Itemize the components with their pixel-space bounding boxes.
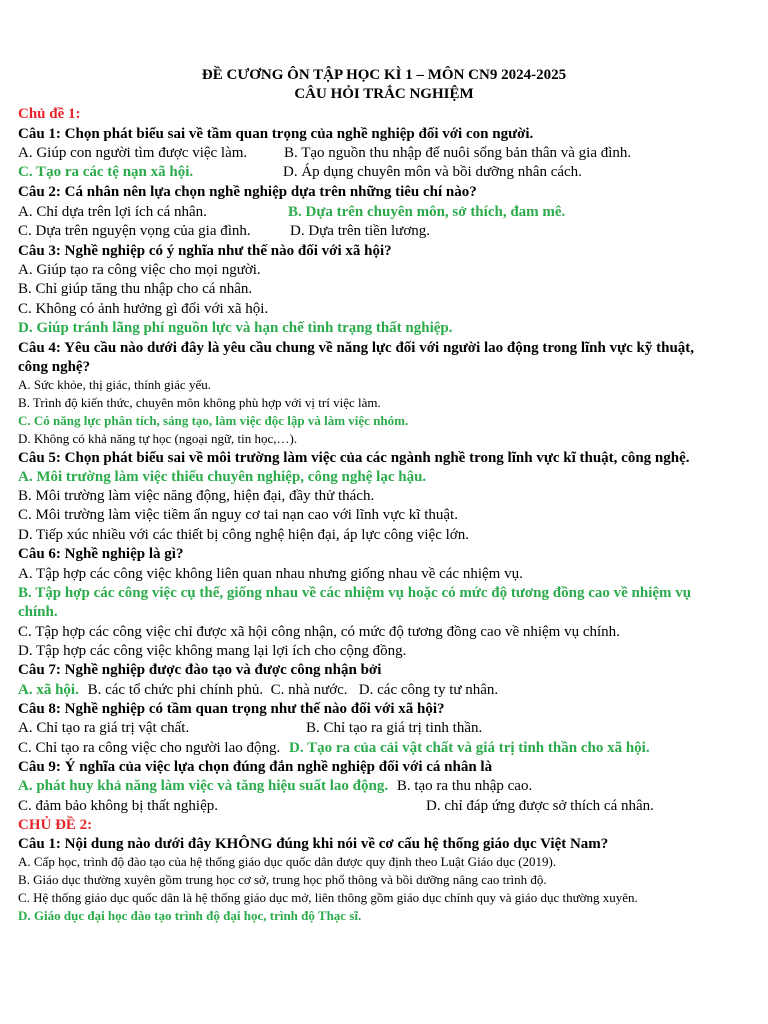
question-3: Câu 3: Nghề nghiệp có ý nghĩa như thế nào đối với xã hội? xyxy=(18,243,392,259)
option-b: B. Chỉ tạo ra giá trị tinh thần. xyxy=(306,720,483,736)
option-d-correct: D. Giáo dục đại học đào tạo trình độ đại học, trình độ Thạc sĩ. xyxy=(18,908,362,923)
answer-row xyxy=(18,777,532,795)
question-2: Câu 2: Cá nhân nên lựa chọn nghề nghiệp dựa trên những tiêu chí nào? xyxy=(18,184,477,200)
question-4: Câu 4: Yêu cầu nào dưới đây là yêu cầu chung về năng lực đối với người lao động trong lĩnh vực kỹ thuật, xyxy=(18,340,695,356)
option-a: A. Chỉ tạo ra giá trị vật chất. xyxy=(18,720,190,736)
option-b-correct: B. Dựa trên chuyên môn, sở thích, đam mê. xyxy=(288,204,566,220)
question-7: Câu 7: Nghề nghiệp được đào tạo và được công nhận bởi xyxy=(18,662,382,678)
option-d: D. Tập hợp các công việc không mang lại lợi ích cho cộng đồng. xyxy=(18,643,407,659)
option-b: B. Tạo nguồn thu nhập để nuôi sống bản thân và gia đình. xyxy=(284,145,632,161)
topic-1-heading: Chủ đề 1: xyxy=(18,106,81,122)
option-a-correct: A. xã hội. xyxy=(18,682,79,698)
question-6: Câu 6: Nghề nghiệp là gì? xyxy=(18,546,184,562)
question-8: Câu 8: Nghề nghiệp có tầm quan trọng như thế nào đối với xã hội? xyxy=(18,701,445,717)
option-c: C. Môi trường làm việc tiềm ẩn nguy cơ tai nạn cao với lĩnh vực kĩ thuật. xyxy=(18,507,458,523)
option-d: D. Dựa trên tiền lương. xyxy=(290,223,430,239)
topic-2-question-1: Câu 1: Nội dung nào dưới đây KHÔNG đúng khi nói về cơ cấu hệ thống giáo dục Việt Nam? xyxy=(18,836,609,852)
option-a: A. Cấp học, trình độ đào tạo của hệ thống giáo dục quốc dân được quy định theo Luật Giáo dục (2019). xyxy=(18,854,557,869)
option-b: B. Giáo dục thường xuyên gồm trung học cơ sở, trung học phổ thông và bồi dưỡng nâng cao trình độ. xyxy=(18,872,547,887)
answer-row xyxy=(18,739,650,757)
option-c-correct: C. Có năng lực phân tích, sáng tạo, làm việc độc lập và làm việc nhóm. xyxy=(18,413,409,428)
option-a: A. Giúp tạo ra công việc cho mọi người. xyxy=(18,262,261,278)
question-1: Câu 1: Chọn phát biểu sai về tầm quan trọng của nghề nghiệp đối với con người. xyxy=(18,126,534,142)
option-d-correct: D. Tạo ra của cải vật chất và giá trị tinh thần cho xã hội. xyxy=(289,740,650,756)
answer-row xyxy=(18,681,498,699)
option-a: A. Giúp con người tìm được việc làm. xyxy=(18,145,248,161)
option-d: D. Áp dụng chuyên môn và bồi dưỡng nhân cách. xyxy=(283,164,582,180)
option-c: C. Tập hợp các công việc chỉ được xã hội công nhận, có mức độ tương đồng cao về nhiệm vụ chính. xyxy=(18,624,620,640)
option-b: B. tạo ra thu nhập cao. xyxy=(396,778,533,794)
option-a: A. Chỉ dựa trên lợi ích cá nhân. xyxy=(18,204,207,220)
option-c: C. Hệ thống giáo dục quốc dân là hệ thống giáo dục mở, liên thông gồm giáo dục chính quy và giáo dục thường xuyên. xyxy=(18,890,638,905)
option-c: C. Dựa trên nguyện vọng của gia đình. xyxy=(18,223,251,239)
option-b: B. Trình độ kiến thức, chuyên môn không phù hợp với vị trí việc làm. xyxy=(18,395,381,410)
option-b: B. Môi trường làm việc năng động, hiện đại, đầy thử thách. xyxy=(18,488,375,504)
option-a-correct: A. phát huy khả năng làm việc và tăng hiệu suất lao động. xyxy=(18,778,389,794)
option-d: D. chỉ đáp ứng được sở thích cá nhân. xyxy=(426,798,654,814)
option-c: C. Không có ảnh hưởng gì đối với xã hội. xyxy=(18,301,269,317)
document-title: ĐỀ CƯƠNG ÔN TẬP HỌC KÌ 1 – MÔN CN9 2024-2025 xyxy=(201,67,567,83)
option-a: A. Tập hợp các công việc không liên quan nhau nhưng giống nhau về các nhiệm vụ. xyxy=(18,566,523,582)
question-5: Câu 5: Chọn phát biểu sai về môi trường làm việc của các ngành nghề trong lĩnh vực kĩ thuật, công nghệ. xyxy=(18,450,690,466)
option-b-correct: B. Tập hợp các công việc cụ thể, giống nhau về các nhiệm vụ hoặc có mức độ tương đồng cao về nhiệm vụ xyxy=(18,585,692,601)
option-a: A. Sức khỏe, thị giác, thính giác yếu. xyxy=(18,377,211,392)
option-b: B. Chỉ giúp tăng thu nhập cho cá nhân. xyxy=(18,281,253,297)
options-b-c-d: B. các tổ chức phi chính phủ. C. nhà nước. D. các công ty tư nhân. xyxy=(87,682,499,698)
document-subtitle: CÂU HỎI TRẮC NGHIỆM xyxy=(294,86,474,102)
option-c: C. đảm bảo không bị thất nghiệp. xyxy=(18,798,218,814)
option-d-correct: D. Giúp tránh lãng phí nguồn lực và hạn chế tình trạng thất nghiệp. xyxy=(18,320,453,336)
topic-2-heading: CHỦ ĐỀ 2: xyxy=(18,817,93,833)
option-b-correct-continued: chính. xyxy=(18,604,58,620)
option-d: D. Không có khả năng tự học (ngoại ngữ, tin học,…). xyxy=(18,431,298,446)
option-d: D. Tiếp xúc nhiều với các thiết bị công nghệ hiện đại, áp lực công việc lớn. xyxy=(18,527,469,543)
option-c: C. Chỉ tạo ra công việc cho người lao động. xyxy=(18,740,281,756)
question-9: Câu 9: Ý nghĩa của việc lựa chọn đúng đắn nghề nghiệp đối với cá nhân là xyxy=(18,759,493,775)
option-a-correct: A. Môi trường làm việc thiếu chuyên nghiệp, công nghệ lạc hậu. xyxy=(18,469,427,485)
question-4-continued: công nghệ? xyxy=(18,359,91,375)
option-c-correct: C. Tạo ra các tệ nạn xã hội. xyxy=(18,164,194,180)
